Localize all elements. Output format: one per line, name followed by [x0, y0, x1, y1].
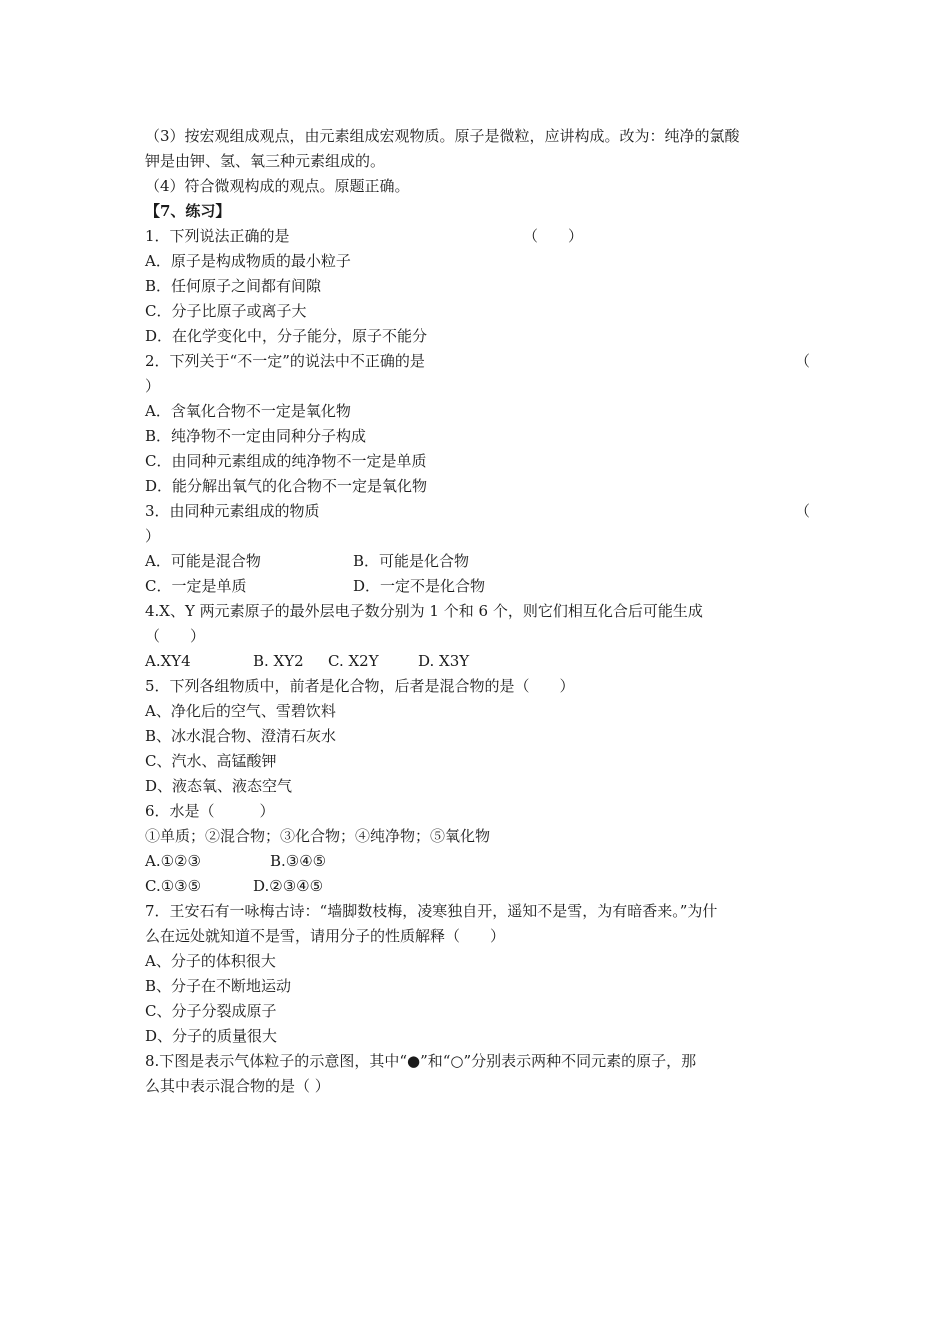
q3-stem: 3．由同种元素组成的物质 — [145, 502, 320, 520]
q3-option-d: D．一定不是化合物 — [353, 577, 486, 595]
q4-option-c: C. X2Y — [328, 652, 379, 670]
q5-option-b: B、冰水混合物、澄清石灰水 — [145, 727, 337, 745]
q7-option-a: A、分子的体积很大 — [145, 952, 276, 970]
q6-option-a: A.①②③ — [145, 852, 201, 870]
q2-option-c: C．由同种元素组成的纯净物不一定是单质 — [145, 452, 427, 470]
q3-paren-open: （ — [794, 502, 810, 520]
q3-options-cd — [145, 574, 810, 599]
q4-stem: 4.X、Y 两元素原子的最外层电子数分别为 1 个和 6 个，则它们相互化合后可能生成 — [145, 602, 703, 620]
q6-options-ab — [145, 849, 810, 874]
q6-options-cd — [145, 874, 810, 899]
q2-paren-open: （ — [794, 352, 810, 370]
q6-option-d: D.②③④⑤ — [253, 877, 324, 895]
q6-stem: 6．水是（ ） — [145, 802, 275, 820]
q7-option-c: C、分子分裂成原子 — [145, 1002, 277, 1020]
q4-option-d: D. X3Y — [418, 652, 470, 670]
q4-options — [145, 649, 810, 674]
q6-options-list: ①单质；②混合物；③化合物；④纯净物；⑤氧化物 — [145, 827, 491, 845]
q1-option-d: D．在化学变化中，分子能分，原子不能分 — [145, 327, 428, 345]
q3-option-a: A．可能是混合物 — [145, 552, 261, 570]
q7-stem-line1: 7．王安石有一咏梅古诗：“墙脚数枝梅，凌寒独自开，遥知不是雪，为有暗香来。”为什 — [145, 902, 718, 920]
q5-option-c: C、汽水、高锰酸钾 — [145, 752, 277, 770]
q2-stem: 2．下列关于“不一定”的说法中不正确的是 — [145, 352, 425, 370]
section-title: 【7、练习】 — [145, 202, 231, 220]
q2-stem-row — [145, 349, 810, 374]
intro-p3-line1: （3）按宏观组成观点，由元素组成宏观物质。原子是微粒，应讲构成。改为：纯净的氯酸 — [145, 127, 740, 145]
q1-stem: 1．下列说法正确的是 — [145, 227, 290, 245]
q3-options-ab — [145, 549, 810, 574]
q4-blank: （ ） — [145, 627, 206, 645]
intro-p3-line2: 钾是由钾、氢、氧三种元素组成的。 — [145, 152, 386, 170]
q2-option-b: B．纯净物不一定由同种分子构成 — [145, 427, 367, 445]
q1-blank: （ ） — [523, 227, 584, 245]
q7-option-d: D、分子的质量很大 — [145, 1027, 278, 1045]
q1-stem-row — [145, 224, 810, 249]
q5-option-a: A、净化后的空气、雪碧饮料 — [145, 702, 336, 720]
q3-paren-close: ） — [145, 527, 161, 545]
q4-option-a: A.XY4 — [145, 652, 191, 670]
q4-option-b: B. XY2 — [253, 652, 304, 670]
q8-stem-line2: 么其中表示混合物的是（ ） — [145, 1077, 330, 1095]
q8-stem-line1: 8.下图是表示气体粒子的示意图，其中“●”和“○”分别表示两种不同元素的原子，那 — [145, 1052, 697, 1070]
q2-option-a: A．含氧化合物不一定是氧化物 — [145, 402, 351, 420]
q5-stem: 5．下列各组物质中，前者是化合物，后者是混合物的是（ ） — [145, 677, 575, 695]
q3-option-b: B．可能是化合物 — [353, 552, 470, 570]
q2-option-d: D．能分解出氧气的化合物不一定是氧化物 — [145, 477, 428, 495]
q6-option-c: C.①③⑤ — [145, 877, 202, 895]
q1-option-b: B．任何原子之间都有间隙 — [145, 277, 322, 295]
q7-stem-line2: 么在远处就知道不是雪，请用分子的性质解释（ ） — [145, 927, 506, 945]
document-body — [145, 124, 810, 1099]
q6-option-b: B.③④⑤ — [270, 852, 327, 870]
q2-paren-close: ） — [145, 377, 161, 395]
q1-option-a: A．原子是构成物质的最小粒子 — [145, 252, 351, 270]
q3-stem-row — [145, 499, 810, 524]
intro-p4: （4）符合微观构成的观点。原题正确。 — [145, 177, 410, 195]
q5-option-d: D、液态氧、液态空气 — [145, 777, 293, 795]
q1-option-c: C．分子比原子或离子大 — [145, 302, 307, 320]
q3-option-c: C．一定是单质 — [145, 577, 247, 595]
q7-option-b: B、分子在不断地运动 — [145, 977, 292, 995]
